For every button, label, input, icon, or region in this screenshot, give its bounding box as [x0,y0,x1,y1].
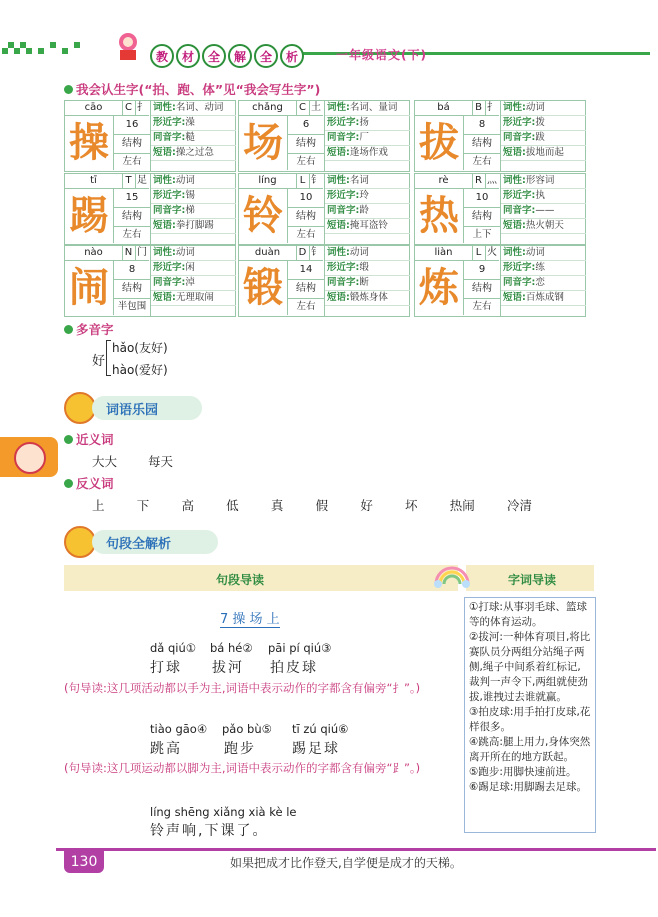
antonym-word: 真 [270,498,284,513]
card-homophone: 恋 [535,277,545,288]
key-label: 同音字: [327,277,360,288]
pinyin: tī zú qiú⑥ [292,722,349,736]
key-label: 形近字: [503,117,536,128]
card-pos: 形容词 [525,175,555,186]
card-pos: 动词 [525,102,545,113]
key-label: 形近字: [153,262,186,273]
card-info [150,246,236,316]
section-polyphonic [64,320,114,338]
section-title: 反义词 [76,476,114,491]
char-card [238,173,410,245]
brace-icon [106,340,111,376]
card-structure: 上下 [463,227,500,243]
card-character: 炼 [419,265,459,311]
card-pos-row [501,246,586,261]
card-homophone: 断 [359,277,369,288]
key-label: 短语: [503,220,526,231]
card-character: 锻 [243,265,283,311]
card-phrase: 掩耳盗铃 [349,220,388,231]
key-label: 形近字: [327,117,360,128]
key-label: 同音字: [327,205,360,216]
char-card [414,173,586,245]
card-structure: 左右 [287,154,324,170]
header-decoration [0,28,658,66]
card-similar: 练 [535,262,545,273]
card-shape-row [151,261,236,276]
card-structure-label: 结构 [463,135,500,154]
card-pos: 名词、动词 [175,102,224,113]
section-title: 近义词 [76,432,114,447]
page-number: 130 [64,851,104,873]
antonym-word: 下 [136,498,150,513]
card-info [150,101,236,171]
card-phrase: 百炼成钢 [525,292,564,303]
card-pos: 动词 [525,247,545,258]
card-stroke-count: 15 [113,189,150,208]
passage-sentence: 铃声响,下课了。 [150,823,269,839]
card-radical: 火 [485,246,499,261]
antonym-word: 好 [360,498,373,513]
card-shape-row [501,116,586,131]
antonym-row [92,496,532,514]
card-phrase-row [501,291,586,306]
card-initial: T [122,174,136,189]
card-character: 热 [419,193,459,239]
footer-rule [56,848,656,851]
card-radical: 扌 [485,101,499,116]
card-structure: 半包围 [113,299,150,315]
card-initial: D [296,246,310,261]
bullet-icon [64,325,73,334]
key-label: 词性: [153,102,176,113]
card-structure-label: 结构 [113,208,150,227]
card-structure-label: 结构 [113,280,150,299]
card-pinyin: líng [239,174,297,189]
card-structure-label: 结构 [287,280,324,299]
card-initial: B [472,101,486,116]
card-shape-row [501,189,586,204]
banner-passage-analysis: 句段全解析 [92,530,218,554]
lesson-title: 7 操 场 上 [220,608,280,628]
key-label: 短语: [153,147,176,158]
card-initial: N [122,246,136,261]
book-title-char: 全 [254,44,278,68]
card-sound-row [325,276,410,291]
card-pos: 动词 [175,175,195,186]
card-shape-row [151,189,236,204]
card-sound-row [501,131,586,146]
section-title: 我会认生字(“拍、跑、体”见“我会写生字”) [76,82,321,97]
card-phrase-row [501,146,586,161]
antonym-word: 冷清 [506,498,532,513]
card-pinyin: chǎng [239,101,297,116]
card-pos: 动词 [349,247,369,258]
key-label: 同音字: [503,132,536,143]
key-label: 形近字: [503,190,536,201]
key-label: 短语: [327,292,350,303]
key-label: 形近字: [327,190,360,201]
card-blank-row [325,306,410,320]
char-card [64,100,236,172]
card-pinyin: rè [415,174,473,189]
card-similar: 执 [535,190,545,201]
card-info [500,246,586,316]
key-label: 词性: [503,247,526,258]
card-phrase-row [501,219,586,234]
card-homophone: 淖 [185,277,195,288]
card-structure: 左右 [113,227,150,243]
key-label: 短语: [503,292,526,303]
card-initial: L [296,174,310,189]
card-character: 铃 [243,193,283,239]
card-similar: 玲 [359,190,369,201]
card-homophone: 跋 [535,132,545,143]
key-label: 同音字: [153,277,186,288]
card-pos-row [151,246,236,261]
card-pos-row [325,174,410,189]
card-radical: 土 [309,101,323,116]
card-homophone: 糙 [185,132,195,143]
key-label: 短语: [503,147,526,158]
band-title-left: 句段导读 [216,573,265,587]
card-stroke-count: 16 [113,116,150,135]
key-label: 同音字: [153,205,186,216]
section-synonyms [64,430,114,448]
card-shape-row [325,189,410,204]
char-card [414,100,586,172]
note-item: ④跳高:腿上用力,身体突然离开所在的地方跃起。 [469,736,591,763]
band-title-right: 字词导读 [508,573,557,587]
card-character: 踢 [69,193,109,239]
card-phrase-row [325,291,410,306]
book-title-char: 析 [280,44,304,68]
card-similar: 缎 [359,262,369,273]
pinyin: líng shēng xiǎng xià kè le [150,805,297,819]
antonym-word: 上 [92,498,105,513]
card-initial: L [472,246,486,261]
card-pos-row [501,101,586,116]
card-shape-row [151,116,236,131]
card-structure: 左右 [113,154,150,170]
card-character: 操 [69,120,109,166]
card-structure: 左右 [287,299,324,315]
card-similar: 拨 [535,117,545,128]
card-similar: 闲 [185,262,195,273]
card-structure-label: 结构 [287,135,324,154]
card-structure-label: 结构 [287,208,324,227]
key-label: 短语: [327,220,350,231]
pinyin: pāi pí qiú③ [268,641,332,655]
polyphonic-reading: hǎo(友好) [112,341,168,355]
key-label: 形近字: [327,262,360,273]
card-phrase: 无理取闹 [175,292,214,303]
key-label: 短语: [327,147,350,158]
card-sound-row [151,204,236,219]
card-initial: C [122,101,136,116]
card-info [150,174,236,244]
card-sound-row [501,204,586,219]
card-sound-row [501,276,586,291]
card-stroke-count: 9 [463,261,500,280]
card-character: 闹 [69,265,109,311]
card-pos-row [151,174,236,189]
bullet-icon [64,85,73,94]
key-label: 形近字: [153,190,186,201]
key-label: 形近字: [503,262,536,273]
card-info [324,174,410,244]
polyphonic-reading: hào(爱好) [112,363,168,377]
card-stroke-count: 10 [463,189,500,208]
card-pinyin: tī [65,174,123,189]
note-item: ③拍皮球:用手拍打皮球,花样很多。 [469,706,591,733]
antonym-word: 假 [315,498,329,513]
card-structure-label: 结构 [463,280,500,299]
card-stroke-count: 10 [287,189,324,208]
sentence-guide: (句导读:这几项活动都以手为主,词语中表示动作的字都含有偏旁“扌”。) [64,681,421,695]
passage-word: 拔河 [212,660,244,676]
card-similar: 扬 [359,117,369,128]
key-label: 词性: [503,175,526,186]
card-pos-row [325,101,410,116]
card-info [500,174,586,244]
book-title-char: 全 [202,44,226,68]
card-homophone: 厂 [359,132,369,143]
synonym-word: 每天 [148,454,174,469]
book-title [150,44,304,68]
key-label: 词性: [153,175,176,186]
book-title-char: 解 [228,44,252,68]
passage-word: 拍皮球 [270,660,318,676]
card-structure: 左右 [463,154,500,170]
synonym-word: 大大 [92,454,118,469]
rainbow-cloud-icon [432,566,472,588]
card-phrase: 拔地而起 [525,147,564,158]
banner-word-garden: 词语乐园 [92,396,202,420]
card-phrase: 拳打脚踢 [175,220,214,231]
key-label: 同音字: [503,205,536,216]
bullet-icon [64,479,73,488]
sentence-guide: (句导读:这几项运动都以脚为主,词语中表示动作的字都含有偏旁“⻊”。) [64,761,421,775]
antonym-word: 高 [181,498,194,513]
card-radical: 灬 [485,174,499,189]
card-sound-row [325,131,410,146]
card-pos: 名词 [349,175,369,186]
card-radical: 门 [135,246,149,261]
card-stroke-count: 8 [113,261,150,280]
passage-word: 打球 [150,660,182,676]
card-stroke-count: 6 [287,116,324,135]
char-card [238,245,410,317]
card-phrase-row [325,219,410,234]
note-item: ⑥踢足球:用脚踢去足球。 [469,781,587,793]
pinyin: dǎ qiú① [150,641,197,655]
card-radical: 钅 [309,174,323,189]
card-structure: 左右 [463,299,500,315]
card-blank-row [501,306,586,320]
card-phrase: 锻炼身体 [349,292,388,303]
vocab-notes [464,597,596,833]
key-label: 词性: [327,247,350,258]
card-sound-row [151,276,236,291]
card-info [324,246,410,316]
card-structure-label: 结构 [463,208,500,227]
key-label: 同音字: [153,132,186,143]
passage-word: 踢足球 [292,741,340,757]
card-info [500,101,586,171]
card-homophone: 梯 [185,205,195,216]
card-shape-row [325,116,410,131]
card-phrase: 逢场作戏 [349,147,388,158]
mascot-face-icon [14,442,46,474]
key-label: 形近字: [153,117,186,128]
pinyin: bá hé② [210,641,253,655]
antonym-word: 热闹 [449,498,475,513]
polyphonic-char: 好 [92,354,106,369]
bullet-icon [64,435,73,444]
passage-word: 跳高 [150,741,182,757]
grade-label: 一年级语文(下) [336,48,427,62]
key-label: 短语: [153,220,176,231]
note-item: ⑤跑步:用脚快速前进。 [469,766,577,778]
card-pos-row [501,174,586,189]
char-card [64,173,236,245]
card-sound-row [151,131,236,146]
note-item: ②拔河:一种体育项目,将比赛队员分两组分站绳子两侧,绳子中间系着红标记,裁判一声令下,两组就使劲拔,谁拽过去谁就赢。 [469,631,591,703]
section-antonyms [64,474,114,492]
card-sound-row [325,204,410,219]
book-title-char: 教 [150,44,174,68]
card-pinyin: cāo [65,101,123,116]
antonym-word: 坏 [405,498,418,513]
section-title: 多音字 [76,322,114,337]
card-shape-row [325,261,410,276]
key-label: 短语: [153,292,176,303]
card-phrase: 操之过急 [175,147,214,158]
char-card [414,245,586,317]
card-pinyin: liàn [415,246,473,261]
card-similar: 澡 [185,117,195,128]
char-card [64,245,236,317]
book-title-char: 材 [176,44,200,68]
card-similar: 锡 [185,190,195,201]
card-pinyin: nào [65,246,123,261]
card-stroke-count: 14 [287,261,324,280]
key-label: 词性: [327,175,350,186]
card-radical: 扌 [135,101,149,116]
card-pos-row [325,246,410,261]
card-initial: C [296,101,310,116]
section-learn-chars [64,80,320,98]
card-radical: 足 [135,174,149,189]
card-pos: 名词、量词 [349,102,398,113]
card-stroke-count: 8 [463,116,500,135]
pinyin: pǎo bù⑤ [222,722,272,736]
card-homophone: 龄 [359,205,369,216]
passage-word: 跑步 [224,741,256,757]
antonym-word: 低 [226,498,239,513]
key-label: 同音字: [503,277,536,288]
card-pinyin: duàn [239,246,297,261]
card-pinyin: bá [415,101,473,116]
card-pos: 动词 [175,247,195,258]
card-radical: 钅 [309,246,323,261]
card-character: 拔 [419,120,459,166]
note-item: ①打球:从事羽毛球、篮球等的体育运动。 [469,601,587,628]
card-info [324,101,410,171]
card-phrase-row [151,146,236,161]
card-initial: R [472,174,486,189]
card-homophone: —— [535,205,555,216]
card-structure-label: 结构 [113,135,150,154]
card-shape-row [501,261,586,276]
card-character: 场 [243,120,283,166]
card-phrase: 热火朝天 [525,220,564,231]
char-card [238,100,410,172]
key-label: 同音字: [327,132,360,143]
card-phrase-row [151,291,236,306]
key-label: 词性: [327,102,350,113]
key-label: 词性: [153,247,176,258]
card-structure: 左右 [287,227,324,243]
card-phrase-row [151,219,236,234]
card-pos-row [151,101,236,116]
key-label: 词性: [503,102,526,113]
card-blank-row [151,306,236,320]
pinyin: tiào gāo④ [150,722,208,736]
footer-motto: 如果把成才比作登天,自学便是成才的天梯。 [230,856,462,870]
card-phrase-row [325,146,410,161]
